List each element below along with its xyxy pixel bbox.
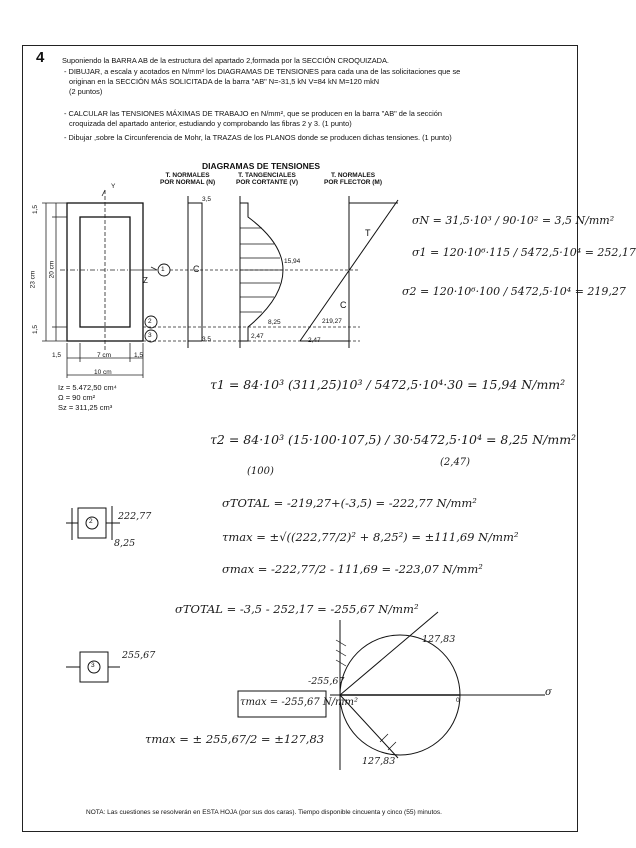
- hw-element-3-sigma: 255,67: [122, 650, 156, 661]
- hw-tau-1: τ1 = 84·10³ (311,25)10³ / 5472,5·10⁴·30 = 15,94 N/mm²: [210, 377, 566, 392]
- dim-10: 10 cm: [94, 369, 112, 376]
- y-axis-arrow: [102, 190, 105, 196]
- hw-sigma-n: σN = 31,5·10³ / 90·10² = 3,5 N/mm²: [412, 214, 615, 227]
- prop-omega: Ω = 90 cm²: [58, 393, 96, 402]
- v-fiber2-value: 8,25: [268, 319, 281, 326]
- mohr-hatch: [336, 650, 346, 656]
- hw-sigma-total-3: σTOTAL = -3,5 - 252,17 = -255,67 N/mm²: [175, 602, 419, 616]
- hw-sigma-max-2: σmax = -222,77/2 - 111,69 = -223,07 N/mm²: [222, 562, 483, 576]
- dim-15-top: 1,5: [32, 204, 40, 215]
- v-fiber3-value: 2,47: [251, 333, 264, 340]
- statement-intro: Suponiendo la BARRA AB de la estructura del apartado 2,formada por la SECCIÓN CROQUIZADA.: [62, 56, 389, 65]
- question-number: 4: [36, 49, 45, 66]
- mohr-hatch: [336, 660, 346, 666]
- axis-y-label: Y: [111, 183, 116, 190]
- hw-tau-max-3-box: τmax = -255,67 N/mm²: [240, 697, 358, 708]
- footer-note: NOTA: Las cuestiones se resolverán en ESTA HOJA (por sus dos caras). Tiempo disponible cincuenta y cinco (55) minutos.: [86, 809, 442, 816]
- n-value-top: 3,5: [202, 196, 212, 203]
- hw-element-2-tau: 8,25: [114, 538, 136, 549]
- dim-b2: 1,5: [134, 352, 144, 359]
- dim-b1: 1,5: [52, 352, 62, 359]
- dim-b7: 7 cm: [97, 352, 112, 359]
- hw-mohr-top: 127,83: [422, 634, 456, 645]
- prop-sz: Sz = 311,25 cm³: [58, 403, 113, 412]
- fiber-2-label: 2: [148, 318, 152, 325]
- fiber-1-label: 1: [161, 266, 165, 273]
- hw-tau-2-100: (100): [247, 466, 274, 477]
- hw-element-2-sigma: 222,77: [118, 511, 152, 522]
- hw-tau-max-3: τmax = ± 255,67/2 = ±127,83: [145, 732, 325, 746]
- z-axis-arrow: [151, 267, 157, 270]
- element-2-label: 2: [89, 518, 93, 525]
- dim-20: 20 cm: [48, 260, 56, 279]
- element-3-label: 3: [91, 662, 95, 669]
- hw-tau-2: τ2 = 84·10³ (15·100·107,5) / 30·5472,5·10⁴ = 8,25 N/mm²: [210, 432, 577, 447]
- mohr-hatch: [336, 640, 346, 646]
- n-value-bottom: 3,5: [202, 336, 212, 343]
- axis-z-label: Z: [143, 276, 148, 285]
- statement-item2-line2: croquizada del apartado anterior, estudiando y comprobando las fibras 2 y 3. (1 punto): [69, 119, 352, 128]
- n-compression-label: C: [193, 264, 200, 274]
- statement-item1-points: (2 puntos): [69, 87, 103, 96]
- hw-sigma-total-2: σTOTAL = -219,27+(-3,5) = -222,77 N/mm²: [222, 496, 477, 510]
- v-max-value: 15,94: [284, 258, 301, 265]
- section-properties: [58, 383, 117, 413]
- col1-heading: T. NORMALES POR NORMAL (N): [160, 172, 216, 186]
- hw-mohr-left: -255,67: [308, 676, 345, 687]
- statement-item2-line1: - CALCULAR las TENSIONES MÁXIMAS DE TRABAJO en N/mm², que se producen en la barra "AB" de la sección: [64, 109, 442, 118]
- hw-tau-2-247: (2,47): [440, 457, 471, 468]
- statement-item1-line1: - DIBUJAR, a escala y acotados en N/mm² los DIAGRAMAS DE TENSIONES para cada una de las solicitaciones que se: [64, 67, 461, 76]
- dim-23: 23 cm: [29, 270, 37, 289]
- col2-heading: T. TANGENCIALES POR CORTANTE (V): [236, 172, 298, 186]
- mohr-hatch: [388, 742, 396, 750]
- m-compression-label: C: [340, 300, 347, 310]
- hw-sigma-2: σ2 = 120·10⁶·100 / 5472,5·10⁴ = 219,27: [402, 285, 626, 298]
- m-value: 219,27: [322, 318, 342, 325]
- hw-sigma-1: σ1 = 120·10⁶·115 / 5472,5·10⁴ = 252,17: [412, 246, 636, 259]
- v-fiber3-value-b: 2,47: [308, 337, 321, 344]
- mohr-zero-label: 0: [456, 697, 460, 704]
- hw-tau-max-2: τmax = ±√((222,77/2)² + 8,25²) = ±111,69 N/mm²: [222, 530, 519, 544]
- mohr-plane-1: [340, 612, 438, 695]
- diagram-title: DIAGRAMAS DE TENSIONES: [202, 161, 321, 171]
- hw-mohr-bottom: 127,83: [362, 756, 396, 767]
- mohr-sigma-label: σ: [545, 687, 552, 698]
- m-tension-label: T: [365, 228, 371, 238]
- statement-item3: - Dibujar ,sobre la Circunferencia de Mohr, la TRAZAS de los PLANOS donde se producen dichas tensiones. (1 punto): [64, 133, 452, 142]
- mohr-hatch: [380, 734, 388, 742]
- col3-heading: T. NORMALES POR FLECTOR (M): [324, 172, 383, 186]
- fiber-3-label: 3: [148, 332, 152, 339]
- prop-iz: Iz = 5.472,50 cm⁴: [58, 383, 117, 392]
- statement-item1-line2: originan en la SECCIÓN MÁS SOLICITADA de la barra "AB" N=-31,5 kN V=84 kN M=120 mkN: [69, 77, 380, 86]
- dim-15-bottom: 1,5: [32, 324, 40, 335]
